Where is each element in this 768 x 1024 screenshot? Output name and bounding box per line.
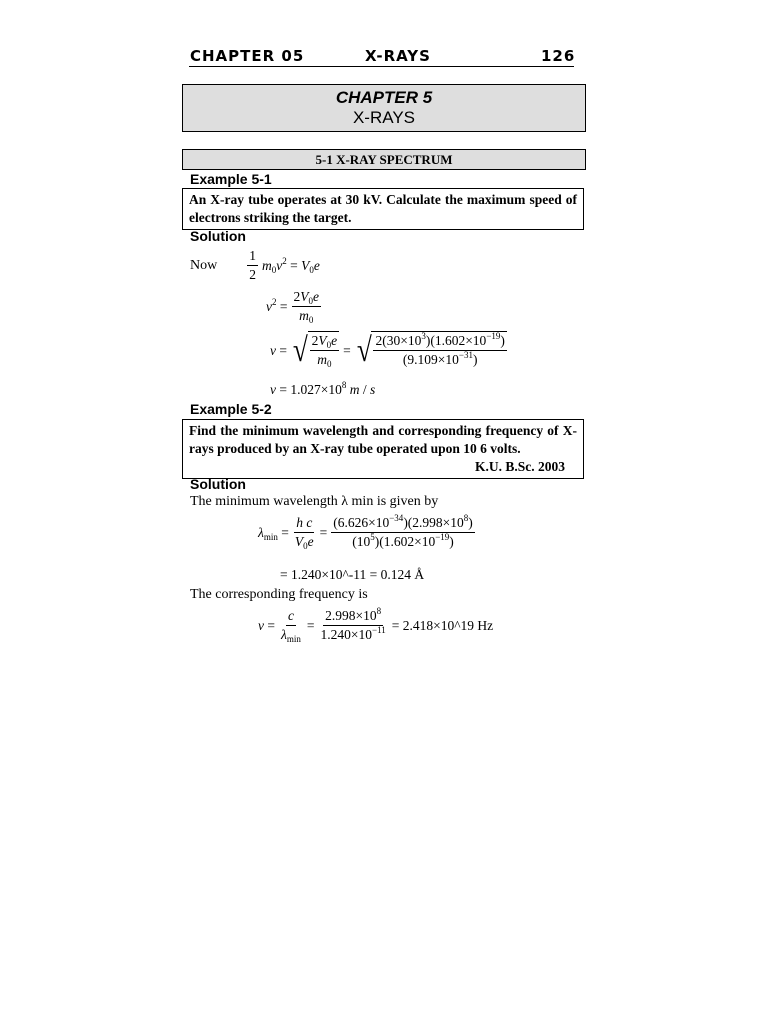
- equation-kinetic-energy: Now $\frac{1}{2}$ $m_0v^2 = V_0e$: [190, 248, 320, 282]
- min-wavelength-intro: The minimum wavelength λ min is given by: [190, 494, 439, 509]
- chapter-title: X-RAYS: [352, 108, 416, 127]
- equation-v-substitution: v = √ $\frac{2V_0e}{m_0}$ = √ $\frac{2(30\times 10^3)(1.602\times 10^{-19})}{(9.109\times 10^{-31})}$: [270, 331, 505, 369]
- header-rule: [189, 66, 574, 67]
- example-2-question-text: Find the minimum wavelength and corresponding frequency of X-rays produced by an X-ray tube operated upon 10 6 volts.: [189, 423, 577, 456]
- example-1-solution-label: Solution: [190, 228, 246, 244]
- equation-lambda-result: [280, 567, 424, 583]
- equation-lambda-min: $\lambda_{min}$ = $\frac{\text{h c}}{V_0e}$ = $\frac{(6.626\times 10^{-34})(2.998\times 10^8)}{(10^5)(1.602\times 10^{-19})}$: [258, 513, 473, 551]
- now-label: Now: [190, 257, 218, 273]
- example-2-solution-label: Solution: [190, 476, 246, 492]
- example-2-reference: K.U. B.Sc. 2003: [474, 459, 565, 474]
- equation-v-squared: $v^2$ = $\frac{2V_0e}{m_0}$: [266, 289, 319, 325]
- running-header-title: X-RAYS: [365, 47, 431, 65]
- equation-frequency: ν = $\frac{c}{\lambda_{min}}$ = $\frac{2.998\times 10^8}{1.240\times 10^{-11}}$ = 2.418×10^19 Hz: [258, 606, 494, 644]
- example-1-question: [182, 188, 584, 230]
- example-1-question-text: An X-ray tube operates at 30 kV. Calculate the maximum speed of electrons striking the target.: [189, 192, 577, 225]
- example-2-label: Example 5-2: [190, 401, 272, 417]
- chapter-title-box: [182, 84, 586, 132]
- section-title: 5-1 X-RAY SPECTRUM: [182, 149, 586, 170]
- chapter-number: CHAPTER 5: [335, 88, 433, 107]
- example-2-question: [182, 419, 584, 479]
- example-1-label: Example 5-1: [190, 171, 272, 187]
- frequency-intro: The corresponding frequency is: [190, 587, 368, 602]
- equation-v-result: $v = 1.027\times 10^8$ m / s: [270, 380, 376, 397]
- lambda-result-text: = 1.240×10^-11 = 0.124 Å: [280, 567, 425, 582]
- running-header-chapter: CHAPTER 05: [190, 47, 305, 65]
- frequency-result-text: = 2.418×10^19 Hz: [391, 617, 494, 633]
- page-number: 126: [541, 47, 576, 65]
